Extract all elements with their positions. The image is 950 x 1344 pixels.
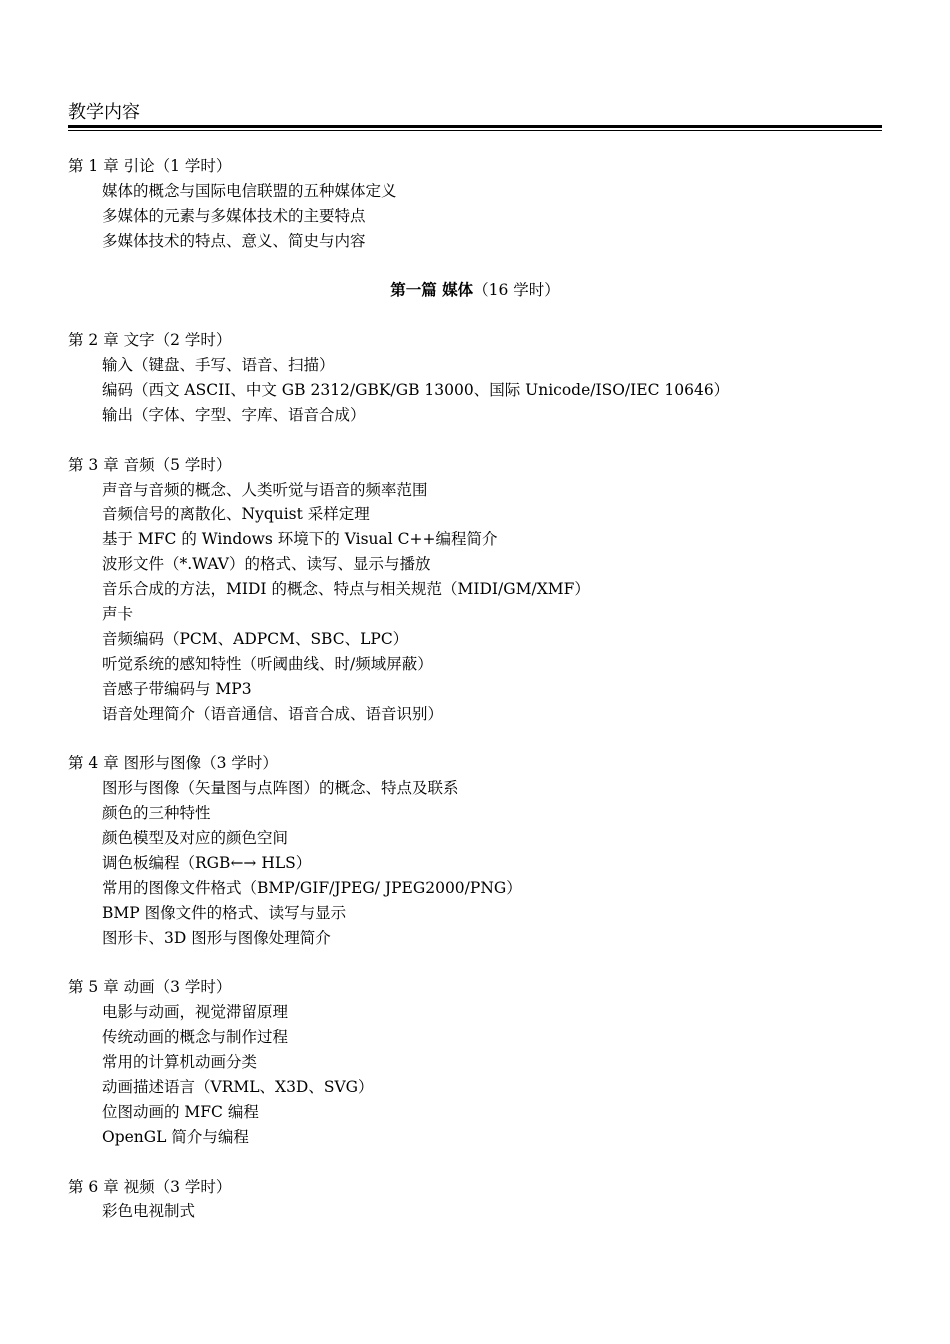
chapter-4-item: 常用的图像文件格式（BMP/GIF/JPEG/ JPEG2000/PNG） — [102, 878, 522, 897]
part-1-hours: （16 学时） — [473, 281, 560, 300]
syllabus-content — [68, 154, 882, 1224]
chapter-3-item: 基于 MFC 的 Windows 环境下的 Visual C++编程简介 — [102, 530, 498, 549]
spacer — [68, 428, 882, 453]
chapter-5-item: 电影与动画，视觉滞留原理 — [102, 1003, 289, 1022]
chapter-3-item: 音感子带编码与 MP3 — [102, 679, 252, 698]
chapter-5-item: 传统动画的概念与制作过程 — [102, 1028, 289, 1047]
chapter-3-item: 波形文件（*.WAV）的格式、读写、显示与播放 — [102, 555, 431, 574]
chapter-5-item: 常用的计算机动画分类 — [102, 1053, 258, 1072]
chapter-4-heading: 第 4 章 图形与图像（3 学时） — [68, 754, 278, 773]
spacer — [68, 726, 882, 751]
chapter-6-item: 彩色电视制式 — [102, 1202, 196, 1221]
chapter-3-item: 声音与音频的概念、人类听觉与语音的频率范围 — [102, 480, 428, 499]
chapter-1-heading: 第 1 章 引论（1 学时） — [68, 157, 232, 175]
chapter-5-item: 动画描述语言（VRML、X3D、SVG） — [102, 1077, 374, 1096]
header-rule-thin — [68, 130, 882, 131]
part-1-heading — [68, 278, 882, 303]
chapter-1-item: 媒体的概念与国际电信联盟的五种媒体定义 — [102, 181, 397, 200]
chapter-4-item: 图形卡、3D 图形与图像处理简介 — [102, 928, 331, 947]
chapter-5-heading: 第 5 章 动画（3 学时） — [68, 978, 232, 997]
chapter-3-item: 声卡 — [102, 605, 134, 624]
spacer — [68, 303, 882, 328]
chapter-3-item: 语音处理简介（语音通信、语音合成、语音识别） — [102, 704, 444, 723]
chapter-2-heading: 第 2 章 文字（2 学时） — [68, 331, 232, 350]
chapter-3-heading: 第 3 章 音频（5 学时） — [68, 455, 232, 474]
chapter-2-item: 编码（西文 ASCII、中文 GB 2312/GBK/GB 13000、国际 Unicode/ISO/IEC 10646） — [102, 381, 730, 400]
chapter-1-item: 多媒体技术的特点、意义、简史与内容 — [102, 231, 366, 250]
chapter-4-item: BMP 图像文件的格式、读写与显示 — [102, 903, 347, 922]
chapter-3-item: 音乐合成的方法，MIDI 的概念、特点与相关规范（MIDI/GM/XMF） — [102, 580, 590, 599]
chapter-6-heading: 第 6 章 视频（3 学时） — [68, 1177, 232, 1196]
chapter-4-item: 颜色模型及对应的颜色空间 — [102, 829, 289, 848]
header-rule-thick — [68, 125, 882, 128]
page-title: 教学内容 — [68, 102, 140, 123]
chapter-5-item: OpenGL 简介与编程 — [102, 1127, 249, 1146]
chapter-5-item: 位图动画的 MFC 编程 — [102, 1102, 259, 1121]
chapter-3-item: 音频编码（PCM、ADPCM、SBC、LPC） — [102, 629, 409, 648]
spacer — [68, 1150, 882, 1175]
spacer — [68, 254, 882, 279]
spacer — [68, 951, 882, 976]
chapter-2-item: 输出（字体、字型、字库、语音合成） — [102, 405, 366, 424]
part-1-title: 第一篇 媒体 — [390, 280, 474, 300]
chapter-4-item: 图形与图像（矢量图与点阵图）的概念、特点及联系 — [102, 779, 459, 798]
chapter-4-item: 颜色的三种特性 — [102, 804, 211, 823]
chapter-2-item: 输入（键盘、手写、语音、扫描） — [102, 356, 335, 375]
chapter-3-item: 音频信号的离散化、Nyquist 采样定理 — [102, 505, 370, 524]
chapter-1-item: 多媒体的元素与多媒体技术的主要特点 — [102, 206, 366, 225]
chapter-4-item: 调色板编程（RGB←→ HLS） — [102, 853, 312, 872]
chapter-3-item: 听觉系统的感知特性（听阈曲线、时/频域屏蔽） — [102, 654, 433, 673]
